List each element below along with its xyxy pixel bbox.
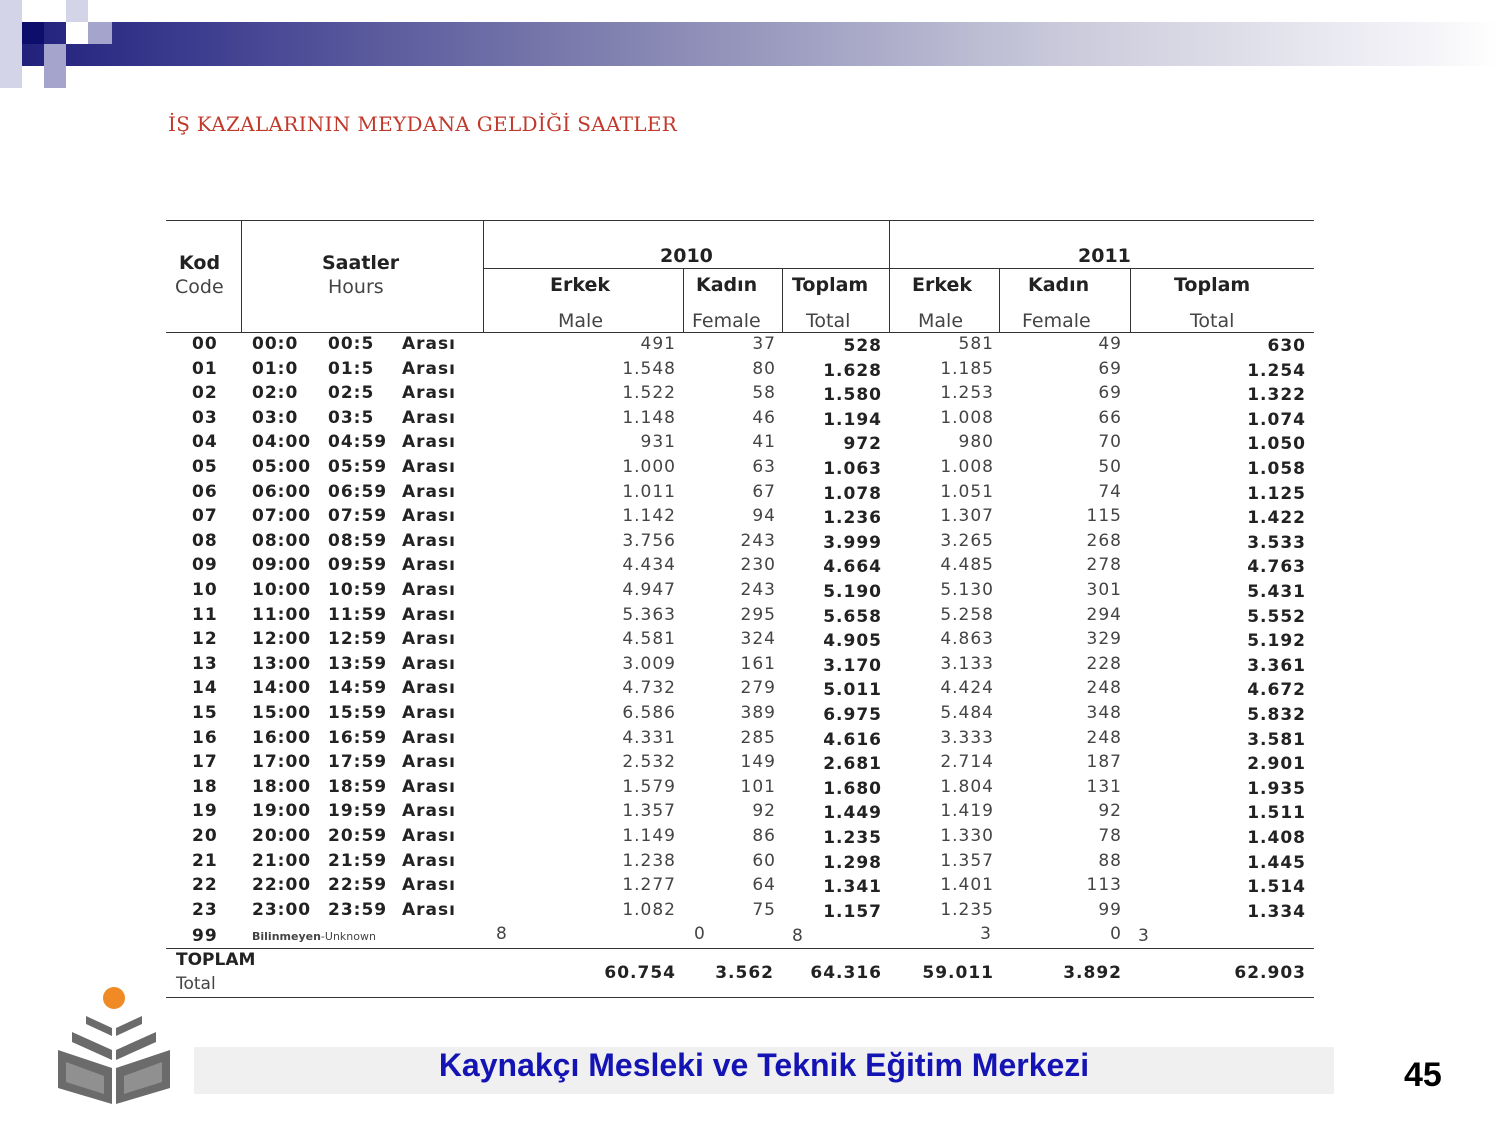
header-divider bbox=[1130, 268, 1131, 332]
unknown-code: 99 bbox=[192, 926, 218, 946]
table-cell-t11: 4.672 bbox=[1247, 680, 1306, 701]
header-toplam-2010: Toplam bbox=[792, 274, 869, 296]
table-cell-code: 04 bbox=[192, 432, 218, 453]
header-female-2010: Female bbox=[692, 310, 761, 332]
table-cell-t11: 1.514 bbox=[1247, 877, 1306, 898]
table-cell-f10: 243 bbox=[740, 580, 776, 600]
table-cell-arasi: Arası bbox=[402, 407, 456, 428]
header-decor-square bbox=[44, 44, 66, 88]
table-cell-t11: 630 bbox=[1267, 336, 1306, 356]
table-cell-to: 20:59 bbox=[328, 826, 388, 846]
total-m10: 60.754 bbox=[604, 963, 676, 983]
total-label-en: Total bbox=[176, 974, 216, 994]
table-cell-t11: 1.074 bbox=[1247, 409, 1306, 430]
table-cell-to: 04:59 bbox=[328, 432, 388, 453]
table-cell-m11: 1.051 bbox=[940, 481, 994, 502]
table-cell-m10: 4.581 bbox=[622, 629, 676, 650]
table-cell-f10: 37 bbox=[752, 334, 776, 354]
table-cell-f10: 94 bbox=[752, 506, 776, 527]
table-cell-code: 15 bbox=[192, 703, 218, 723]
table-cell-m10: 3.009 bbox=[622, 653, 676, 674]
table-cell-t10: 1.235 bbox=[823, 828, 882, 848]
header-kod: Kod bbox=[179, 252, 221, 274]
table-cell-from: 02:0 bbox=[252, 383, 299, 404]
table-cell-f11: 49 bbox=[1098, 334, 1122, 354]
table-cell-t11: 5.431 bbox=[1247, 582, 1306, 602]
table-cell-t10: 6.975 bbox=[823, 705, 882, 725]
table-cell-f10: 389 bbox=[740, 703, 776, 723]
table-cell-t10: 1.680 bbox=[823, 778, 882, 799]
total-label: TOPLAM bbox=[176, 950, 256, 970]
table-cell-f10: 243 bbox=[740, 530, 776, 551]
table-cell-arasi: Arası bbox=[402, 334, 456, 354]
table-cell-m10: 1.357 bbox=[622, 801, 676, 822]
table-cell-f11: 294 bbox=[1086, 604, 1122, 625]
table-cell-t11: 1.445 bbox=[1247, 852, 1306, 873]
table-cell-t10: 1.157 bbox=[823, 901, 882, 922]
table-cell-t10: 4.664 bbox=[823, 557, 882, 578]
table-cell-m11: 5.130 bbox=[940, 580, 994, 600]
table-cell-f11: 92 bbox=[1098, 801, 1122, 822]
table-cell-f11: 74 bbox=[1098, 481, 1122, 502]
unknown-m11: 3 bbox=[980, 924, 992, 944]
header-erkek-2011: Erkek bbox=[912, 274, 972, 296]
document-title: İŞ KAZALARININ MEYDANA GELDİĞİ SAATLER bbox=[168, 112, 678, 136]
table-cell-code: 23 bbox=[192, 899, 218, 920]
table-cell-m10: 4.331 bbox=[622, 727, 676, 748]
header-gradient-bar bbox=[0, 22, 1500, 66]
table-cell-m10: 4.947 bbox=[622, 580, 676, 600]
table-cell-arasi: Arası bbox=[402, 481, 456, 502]
table-cell-t10: 5.190 bbox=[823, 582, 882, 602]
table-cell-f10: 58 bbox=[752, 383, 776, 404]
table-cell-arasi: Arası bbox=[402, 432, 456, 453]
table-cell-from: 17:00 bbox=[252, 752, 312, 773]
total-f10: 3.562 bbox=[715, 963, 774, 983]
table-cell-m10: 1.149 bbox=[622, 826, 676, 846]
table-cell-m10: 931 bbox=[640, 432, 676, 453]
table-cell-m11: 3.265 bbox=[940, 530, 994, 551]
table-cell-f11: 131 bbox=[1086, 776, 1122, 797]
table-cell-to: 00:5 bbox=[328, 334, 375, 354]
table-cell-to: 23:59 bbox=[328, 899, 388, 920]
table-cell-t11: 5.192 bbox=[1247, 631, 1306, 652]
table-cell-m10: 1.238 bbox=[622, 850, 676, 871]
table-cell-m11: 1.235 bbox=[940, 899, 994, 920]
table-cell-code: 05 bbox=[192, 457, 218, 477]
table-cell-f10: 230 bbox=[740, 555, 776, 576]
header-kadin-2011: Kadın bbox=[1028, 274, 1090, 296]
table-cell-f11: 301 bbox=[1086, 580, 1122, 600]
table-cell-arasi: Arası bbox=[402, 727, 456, 748]
table-cell-f11: 99 bbox=[1098, 899, 1122, 920]
table-cell-f11: 70 bbox=[1098, 432, 1122, 453]
table-cell-m10: 1.011 bbox=[622, 481, 676, 502]
table-cell-t10: 2.681 bbox=[823, 754, 882, 775]
table-cell-from: 03:0 bbox=[252, 407, 299, 428]
table-cell-code: 16 bbox=[192, 727, 218, 748]
unknown-f10: 0 bbox=[694, 924, 706, 944]
table-cell-arasi: Arası bbox=[402, 875, 456, 896]
table-cell-arasi: Arası bbox=[402, 457, 456, 477]
table-cell-from: 22:00 bbox=[252, 875, 312, 896]
table-cell-f10: 64 bbox=[752, 875, 776, 896]
table-cell-to: 17:59 bbox=[328, 752, 388, 773]
header-decor-square bbox=[22, 22, 44, 44]
table-cell-from: 20:00 bbox=[252, 826, 312, 846]
table-cell-m10: 3.756 bbox=[622, 530, 676, 551]
table-cell-t11: 1.935 bbox=[1247, 778, 1306, 799]
table-cell-m11: 4.424 bbox=[940, 678, 994, 699]
table-cell-to: 01:5 bbox=[328, 358, 375, 379]
total-f11: 3.892 bbox=[1063, 963, 1122, 983]
table-cell-t10: 3.999 bbox=[823, 532, 882, 553]
table-cell-t10: 528 bbox=[843, 336, 882, 356]
table-cell-t11: 3.361 bbox=[1247, 655, 1306, 676]
table-cell-f10: 101 bbox=[740, 776, 776, 797]
table-cell-to: 15:59 bbox=[328, 703, 388, 723]
table-cell-m10: 1.148 bbox=[622, 407, 676, 428]
table-cell-t11: 3.581 bbox=[1247, 729, 1306, 750]
total-t11: 62.903 bbox=[1234, 963, 1306, 983]
accident-hours-table bbox=[166, 220, 1314, 998]
table-cell-code: 01 bbox=[192, 358, 218, 379]
table-cell-t11: 1.511 bbox=[1247, 803, 1306, 824]
total-t10: 64.316 bbox=[810, 963, 882, 983]
table-cell-arasi: Arası bbox=[402, 358, 456, 379]
table-cell-t10: 4.905 bbox=[823, 631, 882, 652]
table-cell-t10: 5.011 bbox=[823, 680, 882, 701]
table-cell-to: 03:5 bbox=[328, 407, 375, 428]
table-cell-arasi: Arası bbox=[402, 604, 456, 625]
table-cell-m11: 1.008 bbox=[940, 407, 994, 428]
table-cell-f11: 50 bbox=[1098, 457, 1122, 477]
table-cell-f11: 268 bbox=[1086, 530, 1122, 551]
table-cell-from: 09:00 bbox=[252, 555, 312, 576]
table-cell-m11: 1.008 bbox=[940, 457, 994, 477]
table-cell-from: 10:00 bbox=[252, 580, 312, 600]
table-cell-f10: 67 bbox=[752, 481, 776, 502]
table-cell-t11: 1.422 bbox=[1247, 508, 1306, 529]
table-cell-from: 12:00 bbox=[252, 629, 312, 650]
table-cell-f10: 279 bbox=[740, 678, 776, 699]
table-cell-from: 11:00 bbox=[252, 604, 312, 625]
table-cell-t11: 1.125 bbox=[1247, 483, 1306, 504]
table-cell-m11: 1.330 bbox=[940, 826, 994, 846]
table-cell-f10: 92 bbox=[752, 801, 776, 822]
table-cell-code: 08 bbox=[192, 530, 218, 551]
table-cell-arasi: Arası bbox=[402, 653, 456, 674]
header-saatler: Saatler bbox=[322, 252, 400, 274]
table-cell-f11: 228 bbox=[1086, 653, 1122, 674]
table-cell-f10: 149 bbox=[740, 752, 776, 773]
table-cell-f11: 329 bbox=[1086, 629, 1122, 650]
table-cell-f11: 187 bbox=[1086, 752, 1122, 773]
table-cell-t10: 1.341 bbox=[823, 877, 882, 898]
table-cell-code: 03 bbox=[192, 407, 218, 428]
table-cell-from: 16:00 bbox=[252, 727, 312, 748]
table-cell-m11: 3.333 bbox=[940, 727, 994, 748]
table-cell-m10: 6.586 bbox=[622, 703, 676, 723]
table-cell-t11: 4.763 bbox=[1247, 557, 1306, 578]
table-cell-arasi: Arası bbox=[402, 555, 456, 576]
table-cell-to: 12:59 bbox=[328, 629, 388, 650]
table-cell-m10: 1.000 bbox=[622, 457, 676, 477]
table-cell-t10: 5.658 bbox=[823, 606, 882, 627]
header-toplam-2011: Toplam bbox=[1174, 274, 1251, 296]
table-cell-f10: 324 bbox=[740, 629, 776, 650]
table-cell-m11: 1.307 bbox=[940, 506, 994, 527]
table-cell-from: 14:00 bbox=[252, 678, 312, 699]
table-cell-arasi: Arası bbox=[402, 776, 456, 797]
table-cell-to: 18:59 bbox=[328, 776, 388, 797]
table-cell-t11: 1.254 bbox=[1247, 360, 1306, 381]
table-cell-f11: 248 bbox=[1086, 727, 1122, 748]
header-decor-square bbox=[0, 0, 22, 88]
table-cell-to: 02:5 bbox=[328, 383, 375, 404]
total-m11: 59.011 bbox=[922, 963, 994, 983]
header-divider bbox=[999, 268, 1000, 332]
header-male-2011: Male bbox=[918, 310, 964, 332]
header-year-2010: 2010 bbox=[660, 245, 713, 267]
table-cell-to: 08:59 bbox=[328, 530, 388, 551]
table-cell-m11: 980 bbox=[958, 432, 994, 453]
table-cell-from: 04:00 bbox=[252, 432, 312, 453]
table-cell-f11: 115 bbox=[1086, 506, 1122, 527]
table-cell-from: 07:00 bbox=[252, 506, 312, 527]
table-cell-from: 18:00 bbox=[252, 776, 312, 797]
table-cell-f10: 86 bbox=[752, 826, 776, 846]
table-cell-from: 23:00 bbox=[252, 899, 312, 920]
table-cell-m11: 1.357 bbox=[940, 850, 994, 871]
unknown-t10: 8 bbox=[792, 926, 804, 946]
table-cell-m11: 2.714 bbox=[940, 752, 994, 773]
table-cell-from: 21:00 bbox=[252, 850, 312, 871]
table-cell-arasi: Arası bbox=[402, 678, 456, 699]
page-number: 45 bbox=[1404, 1056, 1442, 1094]
table-cell-arasi: Arası bbox=[402, 629, 456, 650]
table-cell-t10: 1.236 bbox=[823, 508, 882, 529]
table-cell-code: 09 bbox=[192, 555, 218, 576]
table-cell-f11: 348 bbox=[1086, 703, 1122, 723]
table-cell-m11: 5.258 bbox=[940, 604, 994, 625]
table-cell-f10: 161 bbox=[740, 653, 776, 674]
table-cell-code: 17 bbox=[192, 752, 218, 773]
table-cell-from: 13:00 bbox=[252, 653, 312, 674]
header-male-2010: Male bbox=[558, 310, 604, 332]
table-cell-f11: 69 bbox=[1098, 383, 1122, 404]
table-bottom-rule bbox=[166, 997, 1314, 998]
table-cell-f10: 60 bbox=[752, 850, 776, 871]
table-cell-f11: 88 bbox=[1098, 850, 1122, 871]
table-cell-m10: 4.732 bbox=[622, 678, 676, 699]
table-cell-t11: 3.533 bbox=[1247, 532, 1306, 553]
table-cell-from: 00:0 bbox=[252, 334, 299, 354]
unknown-m10: 8 bbox=[496, 924, 508, 944]
table-cell-to: 16:59 bbox=[328, 727, 388, 748]
header-divider bbox=[683, 268, 684, 332]
table-cell-f10: 295 bbox=[740, 604, 776, 625]
table-cell-m11: 1.804 bbox=[940, 776, 994, 797]
table-cell-t10: 3.170 bbox=[823, 655, 882, 676]
table-cell-arasi: Arası bbox=[402, 826, 456, 846]
table-cell-m11: 1.253 bbox=[940, 383, 994, 404]
table-cell-from: 05:00 bbox=[252, 457, 312, 477]
table-cell-from: 01:0 bbox=[252, 358, 299, 379]
table-cell-t10: 1.298 bbox=[823, 852, 882, 873]
table-cell-code: 18 bbox=[192, 776, 218, 797]
table-cell-to: 22:59 bbox=[328, 875, 388, 896]
unknown-label: Bilinmeyen-Unknown bbox=[252, 930, 376, 943]
institution-logo bbox=[52, 982, 172, 1106]
table-cell-to: 11:59 bbox=[328, 604, 388, 625]
table-cell-arasi: Arası bbox=[402, 506, 456, 527]
table-cell-to: 09:59 bbox=[328, 555, 388, 576]
header-total-2010: Total bbox=[806, 310, 851, 332]
table-cell-m11: 1.185 bbox=[940, 358, 994, 379]
table-cell-m10: 5.363 bbox=[622, 604, 676, 625]
table-cell-f11: 66 bbox=[1098, 407, 1122, 428]
table-cell-to: 19:59 bbox=[328, 801, 388, 822]
table-cell-code: 12 bbox=[192, 629, 218, 650]
table-cell-code: 13 bbox=[192, 653, 218, 674]
table-cell-to: 06:59 bbox=[328, 481, 388, 502]
table-cell-m11: 1.401 bbox=[940, 875, 994, 896]
table-cell-to: 21:59 bbox=[328, 850, 388, 871]
unknown-f11: 0 bbox=[1110, 924, 1122, 944]
table-cell-t10: 1.078 bbox=[823, 483, 882, 504]
table-cell-t11: 1.050 bbox=[1247, 434, 1306, 455]
table-cell-from: 15:00 bbox=[252, 703, 312, 723]
table-cell-code: 11 bbox=[192, 604, 218, 625]
unknown-t11: 3 bbox=[1138, 926, 1150, 946]
table-cell-f10: 285 bbox=[740, 727, 776, 748]
table-cell-m11: 4.863 bbox=[940, 629, 994, 650]
table-cell-to: 13:59 bbox=[328, 653, 388, 674]
table-cell-to: 05:59 bbox=[328, 457, 388, 477]
table-cell-m10: 1.579 bbox=[622, 776, 676, 797]
table-cell-code: 20 bbox=[192, 826, 218, 846]
table-cell-t10: 1.628 bbox=[823, 360, 882, 381]
table-cell-m10: 1.082 bbox=[622, 899, 676, 920]
table-cell-f11: 113 bbox=[1086, 875, 1122, 896]
header-hours: Hours bbox=[328, 276, 384, 298]
table-cell-m10: 1.142 bbox=[622, 506, 676, 527]
table-cell-t10: 1.449 bbox=[823, 803, 882, 824]
table-cell-t11: 1.322 bbox=[1247, 385, 1306, 406]
table-cell-f11: 248 bbox=[1086, 678, 1122, 699]
table-cell-m11: 3.133 bbox=[940, 653, 994, 674]
table-cell-m11: 581 bbox=[958, 334, 994, 354]
table-cell-f10: 80 bbox=[752, 358, 776, 379]
table-cell-code: 19 bbox=[192, 801, 218, 822]
table-cell-f10: 63 bbox=[752, 457, 776, 477]
table-cell-m10: 4.434 bbox=[622, 555, 676, 576]
table-cell-f10: 41 bbox=[752, 432, 776, 453]
table-cell-m10: 1.548 bbox=[622, 358, 676, 379]
header-divider bbox=[483, 220, 484, 332]
header-total-2011: Total bbox=[1190, 310, 1235, 332]
table-cell-t10: 1.580 bbox=[823, 385, 882, 406]
header-divider bbox=[889, 220, 890, 332]
table-cell-f11: 69 bbox=[1098, 358, 1122, 379]
table-cell-f11: 278 bbox=[1086, 555, 1122, 576]
table-cell-m11: 1.419 bbox=[940, 801, 994, 822]
table-cell-code: 00 bbox=[192, 334, 218, 354]
header-year-2011: 2011 bbox=[1078, 245, 1131, 267]
table-cell-t10: 4.616 bbox=[823, 729, 882, 750]
table-cell-t11: 1.408 bbox=[1247, 828, 1306, 848]
table-cell-arasi: Arası bbox=[402, 580, 456, 600]
table-cell-arasi: Arası bbox=[402, 703, 456, 723]
table-cell-t10: 1.063 bbox=[823, 459, 882, 479]
table-cell-from: 08:00 bbox=[252, 530, 312, 551]
table-cell-m10: 491 bbox=[640, 334, 676, 354]
table-cell-arasi: Arası bbox=[402, 899, 456, 920]
table-cell-t11: 1.058 bbox=[1247, 459, 1306, 479]
header-decor-square bbox=[88, 22, 112, 44]
header-decor-square bbox=[66, 22, 88, 44]
table-cell-code: 22 bbox=[192, 875, 218, 896]
table-cell-to: 10:59 bbox=[328, 580, 388, 600]
table-cell-from: 06:00 bbox=[252, 481, 312, 502]
table-cell-t11: 5.832 bbox=[1247, 705, 1306, 725]
table-cell-from: 19:00 bbox=[252, 801, 312, 822]
header-code: Code bbox=[175, 276, 224, 298]
table-cell-arasi: Arası bbox=[402, 801, 456, 822]
table-cell-m10: 2.532 bbox=[622, 752, 676, 773]
header-divider bbox=[241, 220, 242, 332]
header-kadin-2010: Kadın bbox=[696, 274, 758, 296]
table-cell-f10: 75 bbox=[752, 899, 776, 920]
table-top-rule bbox=[166, 220, 1314, 221]
table-cell-t10: 972 bbox=[843, 434, 882, 455]
header-female-2011: Female bbox=[1022, 310, 1091, 332]
table-cell-t11: 2.901 bbox=[1247, 754, 1306, 775]
footer-institution-name: Kaynakçı Mesleki ve Teknik Eğitim Merkezi bbox=[438, 1047, 1090, 1083]
table-cell-to: 14:59 bbox=[328, 678, 388, 699]
table-cell-code: 14 bbox=[192, 678, 218, 699]
table-cell-m10: 1.522 bbox=[622, 383, 676, 404]
table-cell-code: 02 bbox=[192, 383, 218, 404]
table-cell-t11: 1.334 bbox=[1247, 901, 1306, 922]
table-cell-code: 21 bbox=[192, 850, 218, 871]
table-cell-m11: 5.484 bbox=[940, 703, 994, 723]
year-header-rule bbox=[484, 268, 1314, 269]
table-cell-m11: 4.485 bbox=[940, 555, 994, 576]
table-cell-t11: 5.552 bbox=[1247, 606, 1306, 627]
table-cell-arasi: Arası bbox=[402, 850, 456, 871]
table-cell-to: 07:59 bbox=[328, 506, 388, 527]
header-decor-square bbox=[66, 0, 88, 22]
table-cell-t10: 1.194 bbox=[823, 409, 882, 430]
table-cell-m10: 1.277 bbox=[622, 875, 676, 896]
total-top-rule bbox=[166, 948, 1314, 949]
table-cell-arasi: Arası bbox=[402, 752, 456, 773]
header-bottom-rule bbox=[166, 332, 1314, 333]
table-cell-arasi: Arası bbox=[402, 383, 456, 404]
table-cell-f11: 78 bbox=[1098, 826, 1122, 846]
header-divider bbox=[782, 268, 783, 332]
table-cell-code: 06 bbox=[192, 481, 218, 502]
table-cell-f10: 46 bbox=[752, 407, 776, 428]
header-erkek-2010: Erkek bbox=[550, 274, 610, 296]
table-cell-arasi: Arası bbox=[402, 530, 456, 551]
table-cell-code: 10 bbox=[192, 580, 218, 600]
table-cell-code: 07 bbox=[192, 506, 218, 527]
